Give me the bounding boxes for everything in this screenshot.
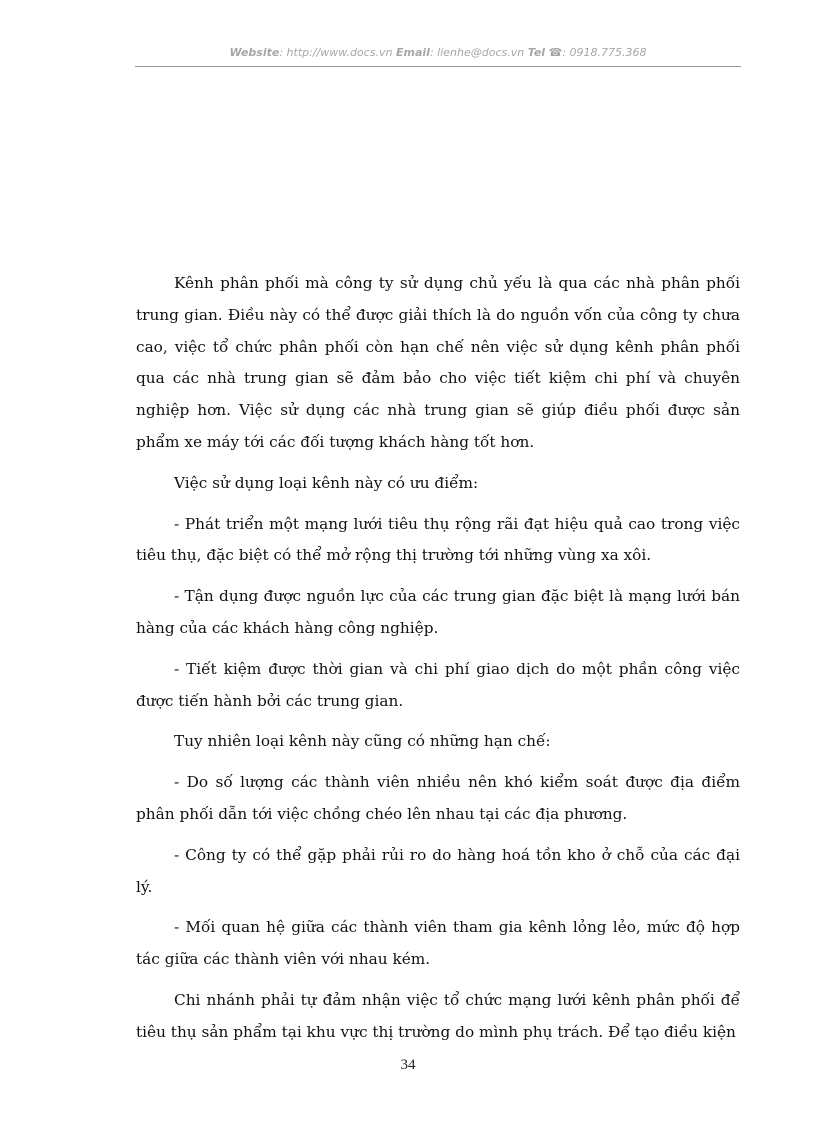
paragraph: - Công ty có thể gặp phải rủi ro do hàng hoá tồn kho ở chỗ của các đại lý. [136, 845, 740, 896]
paragraph: Việc sử dụng loại kênh này có ưu điểm: [174, 473, 479, 492]
page-number: 34 [400, 1057, 416, 1073]
email-label: Email [396, 46, 430, 59]
paragraph: - Tận dụng được nguồn lực của các trung gian đặc biệt là mạng lưới bán hàng của các khách hàng công nghiệp. [136, 587, 740, 637]
paragraph: Tuy nhiên loại kênh này cũng có những hạn chế: [174, 732, 551, 751]
website-label: Website [229, 46, 280, 59]
tel-label: Tel [527, 46, 546, 59]
body-text [136, 268, 740, 1058]
paragraph: - Do số lượng các thành viên nhiều nên khó kiểm soát được địa điểm phân phối dẫn tới việc chồng chéo lên nhau tại các địa phương. [136, 773, 740, 823]
phone-icon: ☎ [548, 46, 563, 59]
paragraph: Kênh phân phối mà công ty sử dụng chủ yếu là qua các nhà phân phối trung gian. Điều này có thể được giải thích là do nguồn vốn của công ty chưa cao, việc tổ chức phân phối còn hạn chế nên việc sử dụng kênh phân phối qua các nhà trung gian sẽ đảm bảo cho việc tiết kiệm chi phí và chuyên nghiệp hơn. Việc sử dụng các nhà trung gian sẽ giúp điều phối được sản phẩm xe máy tới các đối tượng khách hàng tốt hơn. [136, 274, 740, 451]
paragraph: Chi nhánh phải tự đảm nhận việc tổ chức mạng lưới kênh phân phối để tiêu thụ sản phẩm tại khu vực thị trường do mình phụ trách. Để tạo điều kiện [136, 990, 740, 1041]
website-value: : http://www.docs.vn [279, 46, 393, 59]
paragraph: - Phát triển một mạng lưới tiêu thụ rộng rãi đạt hiệu quả cao trong việc tiêu thụ, đặc biệt có thể mở rộng thị trường tới những vùng xa xôi. [136, 514, 740, 565]
paragraph: - Tiết kiệm được thời gian và chi phí giao dịch do một phần công việc được tiến hành bởi các trung gian. [136, 659, 740, 710]
paragraph: - Mối quan hệ giữa các thành viên tham gia kênh lỏng lẻo, mức độ hợp tác giữa các thành viên với nhau kém. [136, 918, 740, 969]
email-value: : lienhe@docs.vn [429, 46, 525, 59]
page-header [135, 46, 741, 59]
header-divider [135, 66, 741, 67]
tel-value: : 0918.775.368 [562, 46, 647, 59]
